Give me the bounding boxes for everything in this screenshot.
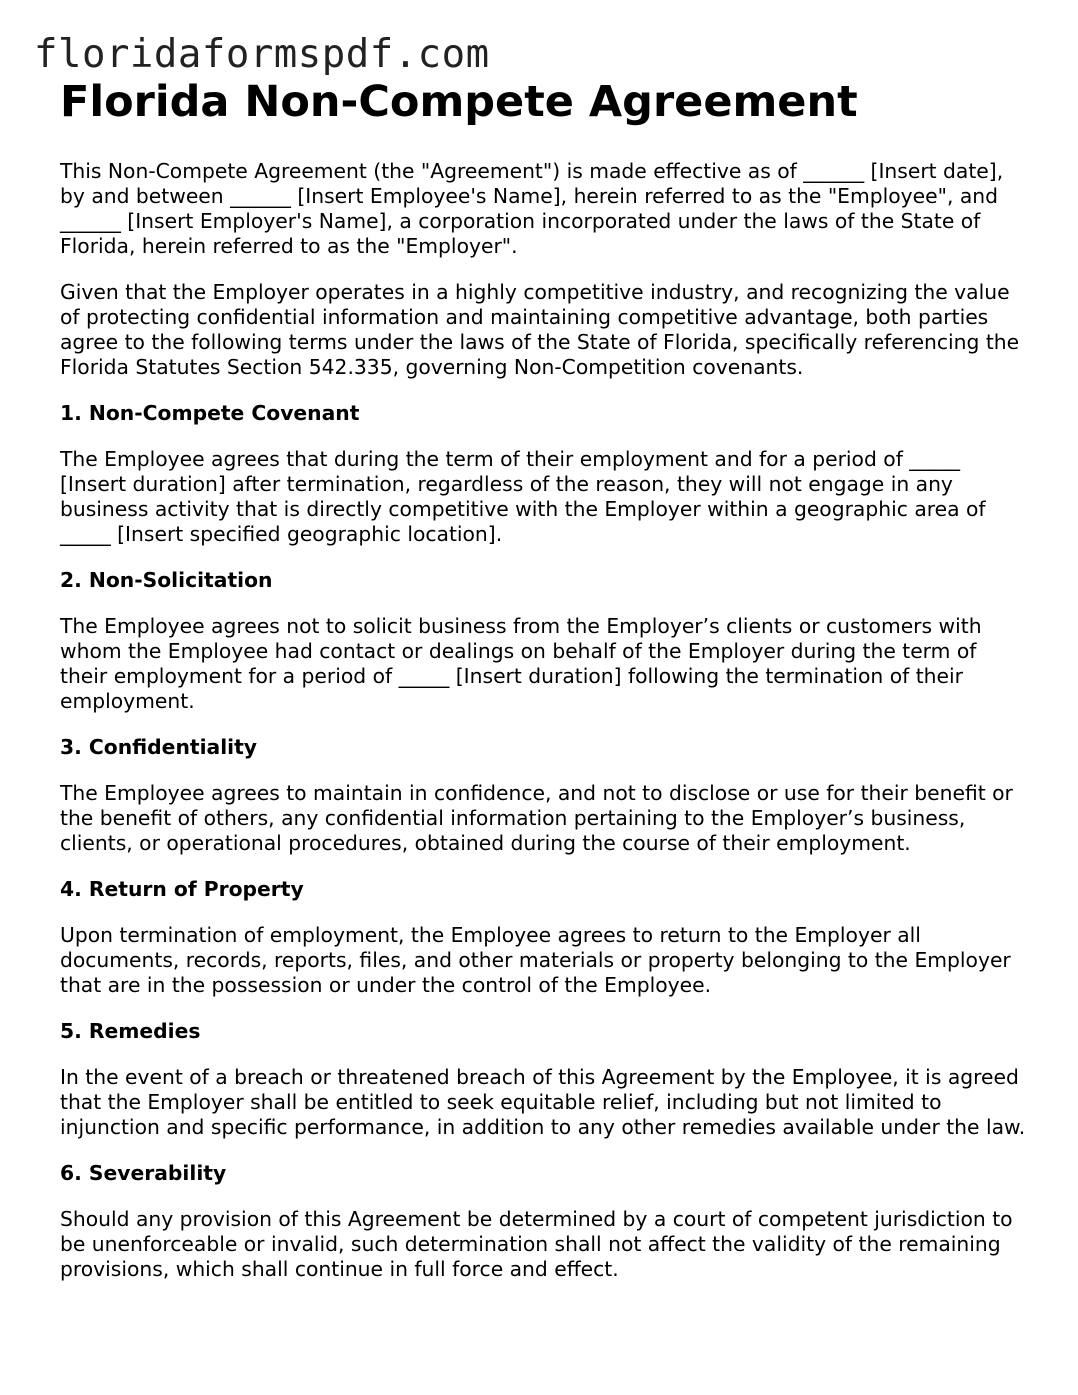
section-non-compete bbox=[60, 401, 1028, 547]
intro-paragraph-recitals: Given that the Employer operates in a highly competitive industry, and recognizing the value of protecting confidential information and maintaining competitive advantage, both parties agree to the following terms under the laws of the State of Florida, specifically referencing the Florida Statutes Section 542.335, governing Non-Competition covenants. bbox=[60, 280, 1020, 379]
section-body: The Employee agrees to maintain in confidence, and not to disclose or use for their benefit or the benefit of others, any confidential information pertaining to the Employer’s business, clients, or operational procedures, obtained during the course of their employment. bbox=[60, 781, 1013, 855]
section-heading: 5. Remedies bbox=[60, 1019, 201, 1043]
section-body: Upon termination of employment, the Employee agrees to return to the Employer all documents, records, reports, files, and other materials or property belonging to the Employer that are in the possession or under the control of the Employee. bbox=[60, 923, 1011, 997]
section-heading: 2. Non-Solicitation bbox=[60, 568, 273, 592]
section-heading: 1. Non-Compete Covenant bbox=[60, 401, 360, 425]
section-remedies bbox=[60, 1019, 1028, 1140]
section-heading: 4. Return of Property bbox=[60, 877, 304, 901]
section-body: In the event of a breach or threatened breach of this Agreement by the Employee, it is agreed that the Employer shall be entitled to seek equitable relief, including but not limited to injunction and specific performance, in addition to any other remedies available under the law. bbox=[60, 1065, 1026, 1139]
section-confidentiality bbox=[60, 735, 1028, 856]
section-severability bbox=[60, 1161, 1028, 1282]
section-body: Should any provision of this Agreement be determined by a court of competent jurisdiction to be unenforceable or invalid, such determination shall not affect the validity of the remaining provisions, which shall continue in full force and effect. bbox=[60, 1207, 1013, 1281]
document-body bbox=[60, 76, 1028, 1303]
section-return-of-property bbox=[60, 877, 1028, 998]
document-title: Florida Non-Compete Agreement bbox=[60, 77, 858, 127]
section-body: The Employee agrees that during the term of their employment and for a period of _____ [Insert duration] after termination, regardless of the reason, they will not engage in any business activity that is directly competitive with the Employer within a geographic area of _____ [Insert specified geographic location]. bbox=[60, 447, 986, 546]
section-non-solicitation bbox=[60, 568, 1028, 714]
section-body: The Employee agrees not to solicit business from the Employer’s clients or customers with whom the Employee had contact or dealings on behalf of the Employer during the term of their employment for a period of _____ [Insert duration] following the termination of their employment. bbox=[60, 614, 982, 713]
watermark-text: floridaformspdf.com bbox=[34, 32, 490, 77]
section-heading: 6. Severability bbox=[60, 1161, 227, 1185]
section-heading: 3. Confidentiality bbox=[60, 735, 258, 759]
intro-paragraph-parties: This Non-Compete Agreement (the "Agreement") is made effective as of ______ [Insert date], by and between ______ [Insert Employee's Name], herein referred to as the "Employee", and ______ [Insert Employer's Name], a corporation incorporated under the laws of the State of Florida, herein referred to as the "Employer". bbox=[60, 159, 1004, 258]
